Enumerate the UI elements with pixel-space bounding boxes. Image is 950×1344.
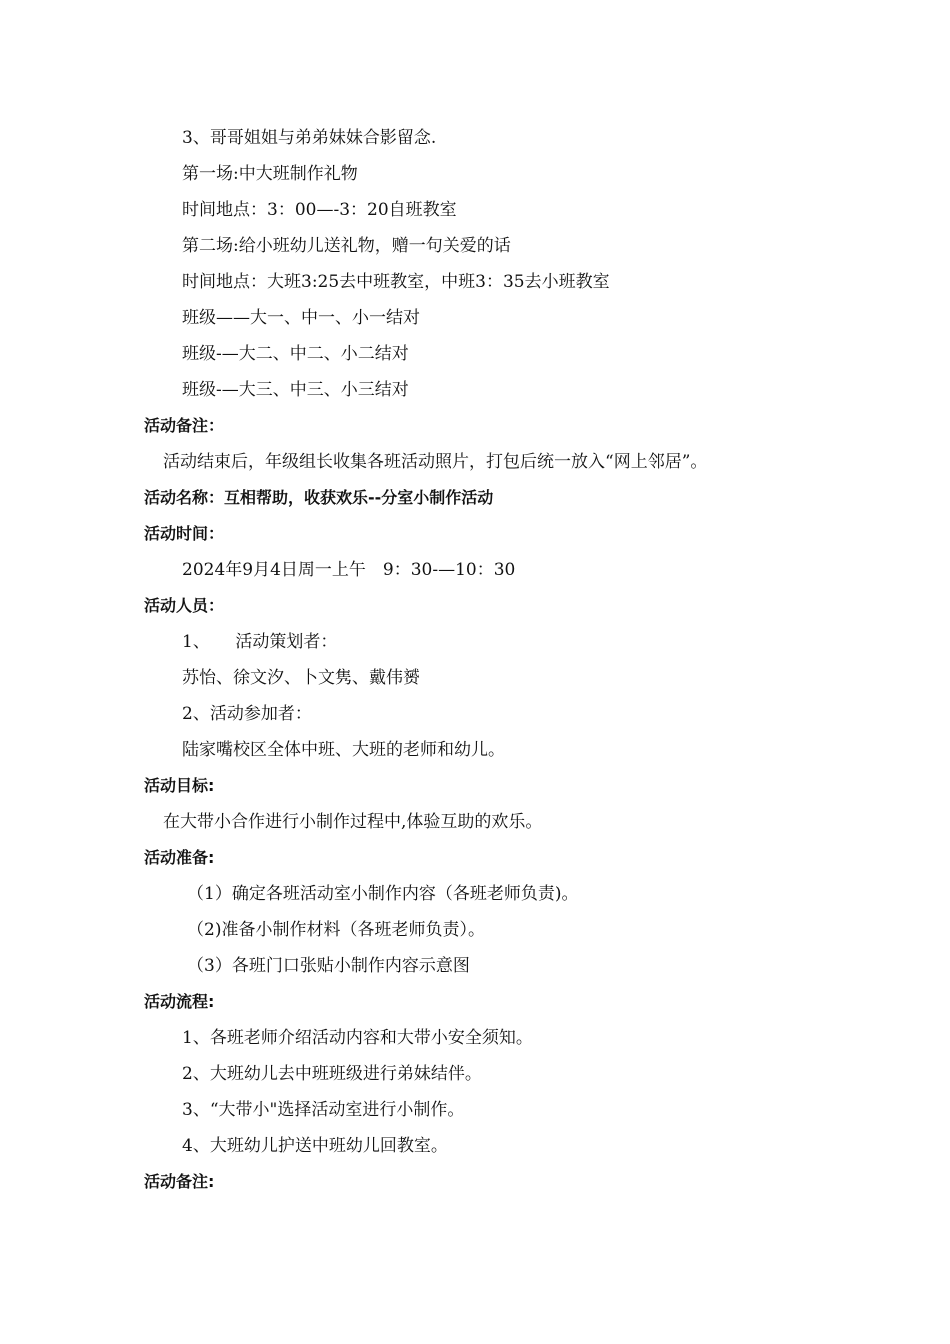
class-pairing-3: 班级-—大三、中三、小三结对 xyxy=(182,380,409,400)
activity-time-heading: 活动时间： xyxy=(144,524,225,543)
prep-item: （1）确定各班活动室小制作内容（各班老师负责)。 xyxy=(187,884,579,904)
item-3-group-photo: 3、哥哥姐姐与弟弟妹妹合影留念. xyxy=(182,128,437,148)
activity-goal-text: 在大带小合作进行小制作过程中,体验互助的欢乐。 xyxy=(163,812,543,832)
flow-item: 4、大班幼儿护送中班幼儿回教室。 xyxy=(182,1136,448,1156)
session-1-title: 第一场:中大班制作礼物 xyxy=(182,164,358,184)
flow-item: 2、大班幼儿去中班班级进行弟妹结伴。 xyxy=(182,1064,482,1084)
class-pairing-1: 班级——大一、中一、小一结对 xyxy=(182,308,420,328)
activity-people-heading: 活动人员： xyxy=(144,596,225,615)
participant-text: 陆家嘴校区全体中班、大班的老师和幼儿。 xyxy=(182,740,505,760)
prep-item: （2)准备小制作材料（各班老师负责）。 xyxy=(187,920,485,940)
activity-time-text: 2024年9月4日周一上午 9：30-—10：30 xyxy=(182,560,516,580)
flow-item: 1、各班老师介绍活动内容和大带小安全须知。 xyxy=(182,1028,533,1048)
planner-label: 1、 活动策划者： xyxy=(182,632,338,652)
class-pairing-2: 班级-—大二、中二、小二结对 xyxy=(182,344,409,364)
activity-goal-heading: 活动目标: xyxy=(144,776,215,795)
activity-prep-heading: 活动准备: xyxy=(144,848,215,867)
participant-label: 2、活动参加者： xyxy=(182,704,312,724)
flow-item: 3、“大带小"选择活动室进行小制作。 xyxy=(182,1100,465,1120)
session-2-title: 第二场:给小班幼儿送礼物，赠一句关爱的话 xyxy=(182,236,511,256)
activity-name-heading: 活动名称：互相帮助，收获欢乐--分室小制作活动 xyxy=(144,488,494,507)
session-2-time-place: 时间地点：大班3:25去中班教室，中班3：35去小班教室 xyxy=(182,272,610,292)
notes-text: 活动结束后，年级组长收集各班活动照片，打包后统一放入“网上邻居”。 xyxy=(163,452,708,472)
notes-heading-2: 活动备注: xyxy=(144,1172,215,1191)
session-1-time-place: 时间地点：3：00—-3：20自班教室 xyxy=(182,200,457,220)
prep-item: （3）各班门口张贴小制作内容示意图 xyxy=(187,956,470,976)
activity-flow-heading: 活动流程: xyxy=(144,992,215,1011)
notes-heading: 活动备注： xyxy=(144,416,225,435)
planner-names: 苏怡、徐文汐、卜文隽、戴伟赟 xyxy=(182,668,420,688)
